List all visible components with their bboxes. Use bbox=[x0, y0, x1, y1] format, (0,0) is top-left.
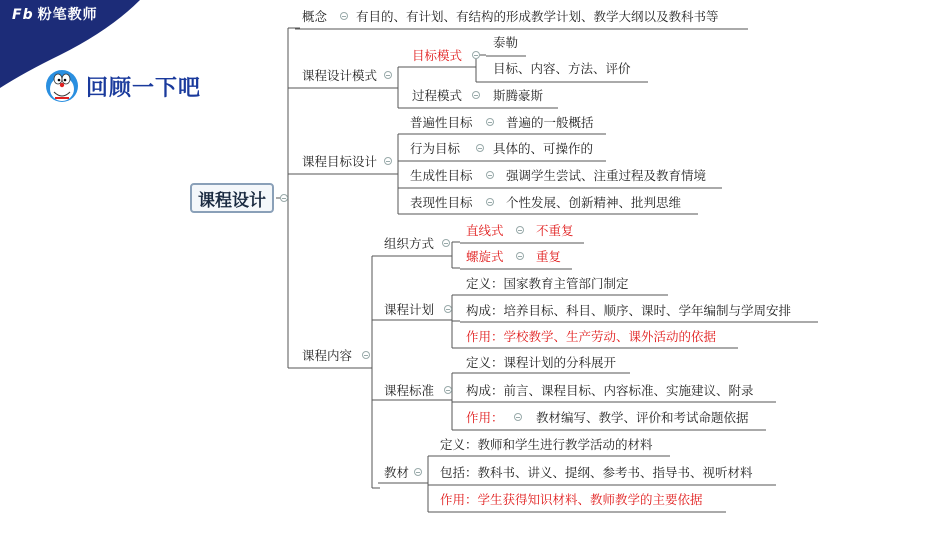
standard-function-label[interactable]: 作用： bbox=[466, 410, 504, 425]
collapse-toggle-icon[interactable] bbox=[444, 305, 452, 313]
collapse-toggle-icon[interactable] bbox=[472, 91, 480, 99]
collapse-toggle-icon[interactable] bbox=[486, 198, 494, 206]
collapse-toggle-icon[interactable] bbox=[280, 194, 288, 202]
standard-function[interactable]: 教材编写、教学、评价和考试命题依据 bbox=[536, 410, 749, 425]
org-straight-desc[interactable]: 不重复 bbox=[536, 223, 574, 238]
content-label[interactable]: 课程内容 bbox=[302, 348, 353, 363]
goal-type-desc[interactable]: 个性发展、创新精神、批判思维 bbox=[506, 195, 682, 210]
goal-type-desc[interactable]: 具体的、可操作的 bbox=[493, 141, 594, 156]
plan-label[interactable]: 课程计划 bbox=[384, 302, 435, 317]
textbook-function[interactable]: 作用：学生获得知识材料、教师教学的主要依据 bbox=[440, 492, 703, 507]
goal-type-name[interactable]: 普遍性目标 bbox=[410, 115, 473, 130]
plan-definition[interactable]: 定义：国家教育主管部门制定 bbox=[466, 276, 629, 291]
textbook-includes[interactable]: 包括：教科书、讲义、提纲、参考书、指导书、视听材料 bbox=[440, 465, 753, 480]
collapse-toggle-icon[interactable] bbox=[414, 468, 422, 476]
design-mode-label[interactable]: 课程设计模式 bbox=[302, 68, 378, 83]
collapse-toggle-icon[interactable] bbox=[340, 12, 348, 20]
goal-type-name[interactable]: 表现性目标 bbox=[410, 195, 473, 210]
collapse-toggle-icon[interactable] bbox=[384, 71, 392, 79]
collapse-toggle-icon[interactable] bbox=[442, 239, 450, 247]
collapse-toggle-icon[interactable] bbox=[486, 171, 494, 179]
goal-type-name[interactable]: 行为目标 bbox=[410, 141, 461, 156]
collapse-toggle-icon[interactable] bbox=[516, 252, 524, 260]
goal-type-desc[interactable]: 普遍的一般概括 bbox=[506, 115, 594, 130]
collapse-toggle-icon[interactable] bbox=[472, 51, 480, 59]
standard-definition[interactable]: 定义：课程计划的分科展开 bbox=[466, 355, 617, 370]
textbook-definition[interactable]: 定义：教师和学生进行教学活动的材料 bbox=[440, 437, 653, 452]
goal-mode-item[interactable]: 泰勒 bbox=[493, 35, 519, 50]
collapse-toggle-icon[interactable] bbox=[514, 413, 522, 421]
brand-name: 粉笔教师 bbox=[37, 7, 98, 23]
collapse-toggle-icon[interactable] bbox=[476, 144, 484, 152]
goal-type-name[interactable]: 生成性目标 bbox=[410, 168, 473, 183]
org-straight[interactable]: 直线式 bbox=[466, 223, 504, 238]
process-mode-item[interactable]: 斯腾豪斯 bbox=[493, 88, 544, 103]
standard-composition[interactable]: 构成：前言、课程目标、内容标准、实施建议、附录 bbox=[466, 383, 754, 398]
org-label[interactable]: 组织方式 bbox=[384, 236, 435, 251]
goal-mode-item[interactable]: 目标、内容、方法、评价 bbox=[493, 61, 631, 76]
plan-function[interactable]: 作用：学校教学、生产劳动、课外活动的依据 bbox=[466, 329, 717, 344]
root-node[interactable]: 课程设计 bbox=[190, 183, 274, 213]
collapse-toggle-icon[interactable] bbox=[516, 226, 524, 234]
collapse-toggle-icon[interactable] bbox=[384, 157, 392, 165]
goal-mode-label[interactable]: 目标模式 bbox=[412, 48, 463, 63]
slide-title: 回顾一下吧 bbox=[86, 75, 202, 101]
plan-composition[interactable]: 构成：培养目标、科目、顺序、课时、学年编制与学周安排 bbox=[466, 303, 792, 318]
process-mode-label[interactable]: 过程模式 bbox=[412, 88, 463, 103]
brand-mark: Fb bbox=[12, 7, 34, 23]
collapse-toggle-icon[interactable] bbox=[444, 386, 452, 394]
textbook-label[interactable]: 教材 bbox=[384, 465, 410, 480]
standard-label[interactable]: 课程标准 bbox=[384, 383, 435, 398]
collapse-toggle-icon[interactable] bbox=[362, 351, 370, 359]
goal-type-desc[interactable]: 强调学生尝试、注重过程及教育情境 bbox=[506, 168, 707, 183]
goal-design-label[interactable]: 课程目标设计 bbox=[302, 154, 378, 169]
concept-text[interactable]: 有目的、有计划、有结构的形成教学计划、教学大纲以及教科书等 bbox=[356, 9, 719, 24]
concept-label[interactable]: 概念 bbox=[302, 9, 328, 24]
org-spiral[interactable]: 螺旋式 bbox=[466, 249, 504, 264]
org-spiral-desc[interactable]: 重复 bbox=[536, 249, 562, 264]
collapse-toggle-icon[interactable] bbox=[486, 118, 494, 126]
